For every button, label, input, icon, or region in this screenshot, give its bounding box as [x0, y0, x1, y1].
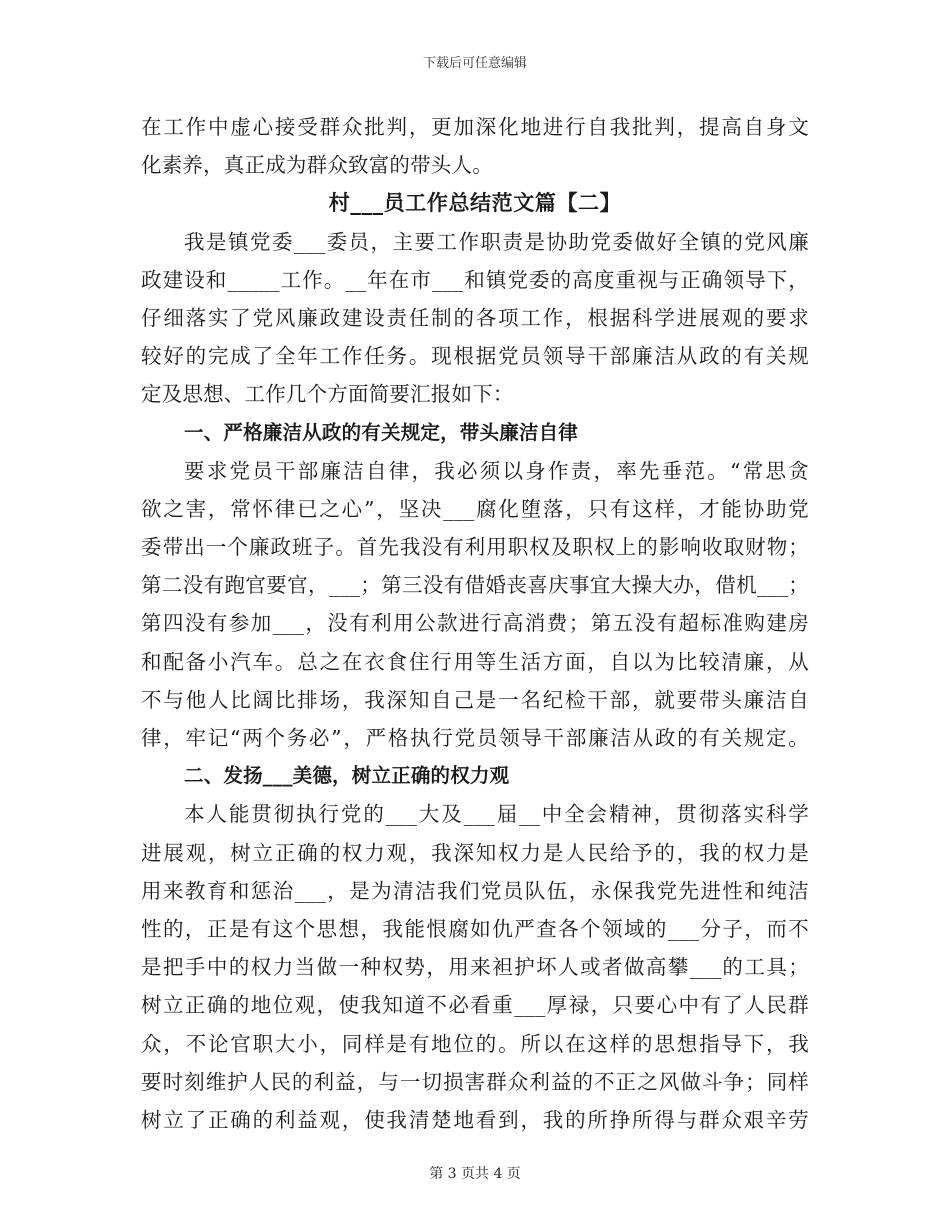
body-text-line: 政建设和_____工作。__年在市___和镇党委的高度重视与正确领导下， [141, 267, 809, 292]
body-text-line: 不与他人比阔比排场，我深知自己是一名纪检干部，就要带头廉洁自 [141, 687, 809, 712]
body-text-line: 要时刻维护人民的利益，与一切损害群众利益的不正之风做斗争；同样 [141, 1069, 809, 1094]
section-heading: 一、严格廉洁从政的有关规定，带头廉洁自律 [184, 420, 579, 444]
page-footer: 第 3 页共 4 页 [429, 1166, 521, 1182]
body-text-line: 用来教育和惩治___，是为清洁我们党员队伍，永保我党先进性和纯洁 [141, 878, 809, 903]
section-heading: 二、发扬___美德，树立正确的权力观 [184, 764, 510, 788]
section-title: 村___员工作总结范文篇【二】 [328, 190, 622, 216]
body-text-line: 委带出一个廉政班子。首先我没有利用职权及职权上的影响收取财物； [141, 535, 809, 560]
page-header: 下载后可任意编辑 [422, 56, 527, 71]
body-text-line: 是把手中的权力当做一种权势，用来袒护坏人或者做高攀___的工具； [141, 955, 809, 980]
body-text-line: 仔细落实了党风廉政建设责任制的各项工作，根据科学进展观的要求 [141, 305, 809, 330]
body-text-line: 较好的完成了全年工作任务。现根据党员领导干部廉洁从政的有关规 [141, 344, 809, 369]
document-body [141, 108, 809, 1139]
body-text-line: 本人能贯彻执行党的___大及___届__中全会精神，贯彻落实科学 [184, 802, 809, 827]
body-text-line: 我是镇党委___委员，主要工作职责是协助党委做好全镇的党风廉 [184, 229, 809, 254]
body-text-line: 性的，正是有这个思想，我能恨腐如仇严查各个领域的___分子，而不 [141, 916, 809, 941]
body-text-line: 定及思想、工作几个方面简要汇报如下： [141, 382, 514, 407]
body-text-line: 进展观，树立正确的权力观，我深知权力是人民给予的，我的权力是 [141, 840, 809, 865]
body-text-line: 要求党员干部廉洁自律，我必须以身作责，率先垂范。“常思贪 [184, 458, 809, 483]
body-text-line: 律，牢记“两个务必”，严格执行党员领导干部廉洁从政的有关规定。 [141, 726, 809, 750]
body-text-line: 第四没有参加___，没有利用公款进行高消费；第五没有超标准购建房 [141, 611, 809, 636]
body-text-line: 第二没有跑官要官，___；第三没有借婚丧喜庆事宜大操大办，借机___； [141, 573, 809, 598]
body-text-line: 欲之害，常怀律已之心”，坚决___腐化堕落，只有这样，才能协助党 [141, 496, 809, 521]
body-text-line: 众，不论官职大小，同样是有地位的。所以在这样的思想指导下，我 [141, 1031, 809, 1056]
body-text-line: 树立了正确的利益观，使我清楚地看到，我的所挣所得与群众艰辛劳 [141, 1107, 809, 1132]
body-text-line: 树立正确的地位观，使我知道不必看重___厚禄，只要心中有了人民群 [141, 993, 809, 1018]
body-text-line: 在工作中虚心接受群众批判，更加深化地进行自我批判，提高自身文 [141, 115, 809, 139]
body-text-line: 和配备小汽车。总之在衣食住行用等生活方面，自以为比较清廉，从 [141, 649, 809, 674]
body-text-line: 化素养，真正成为群众致富的带头人。 [141, 153, 493, 178]
